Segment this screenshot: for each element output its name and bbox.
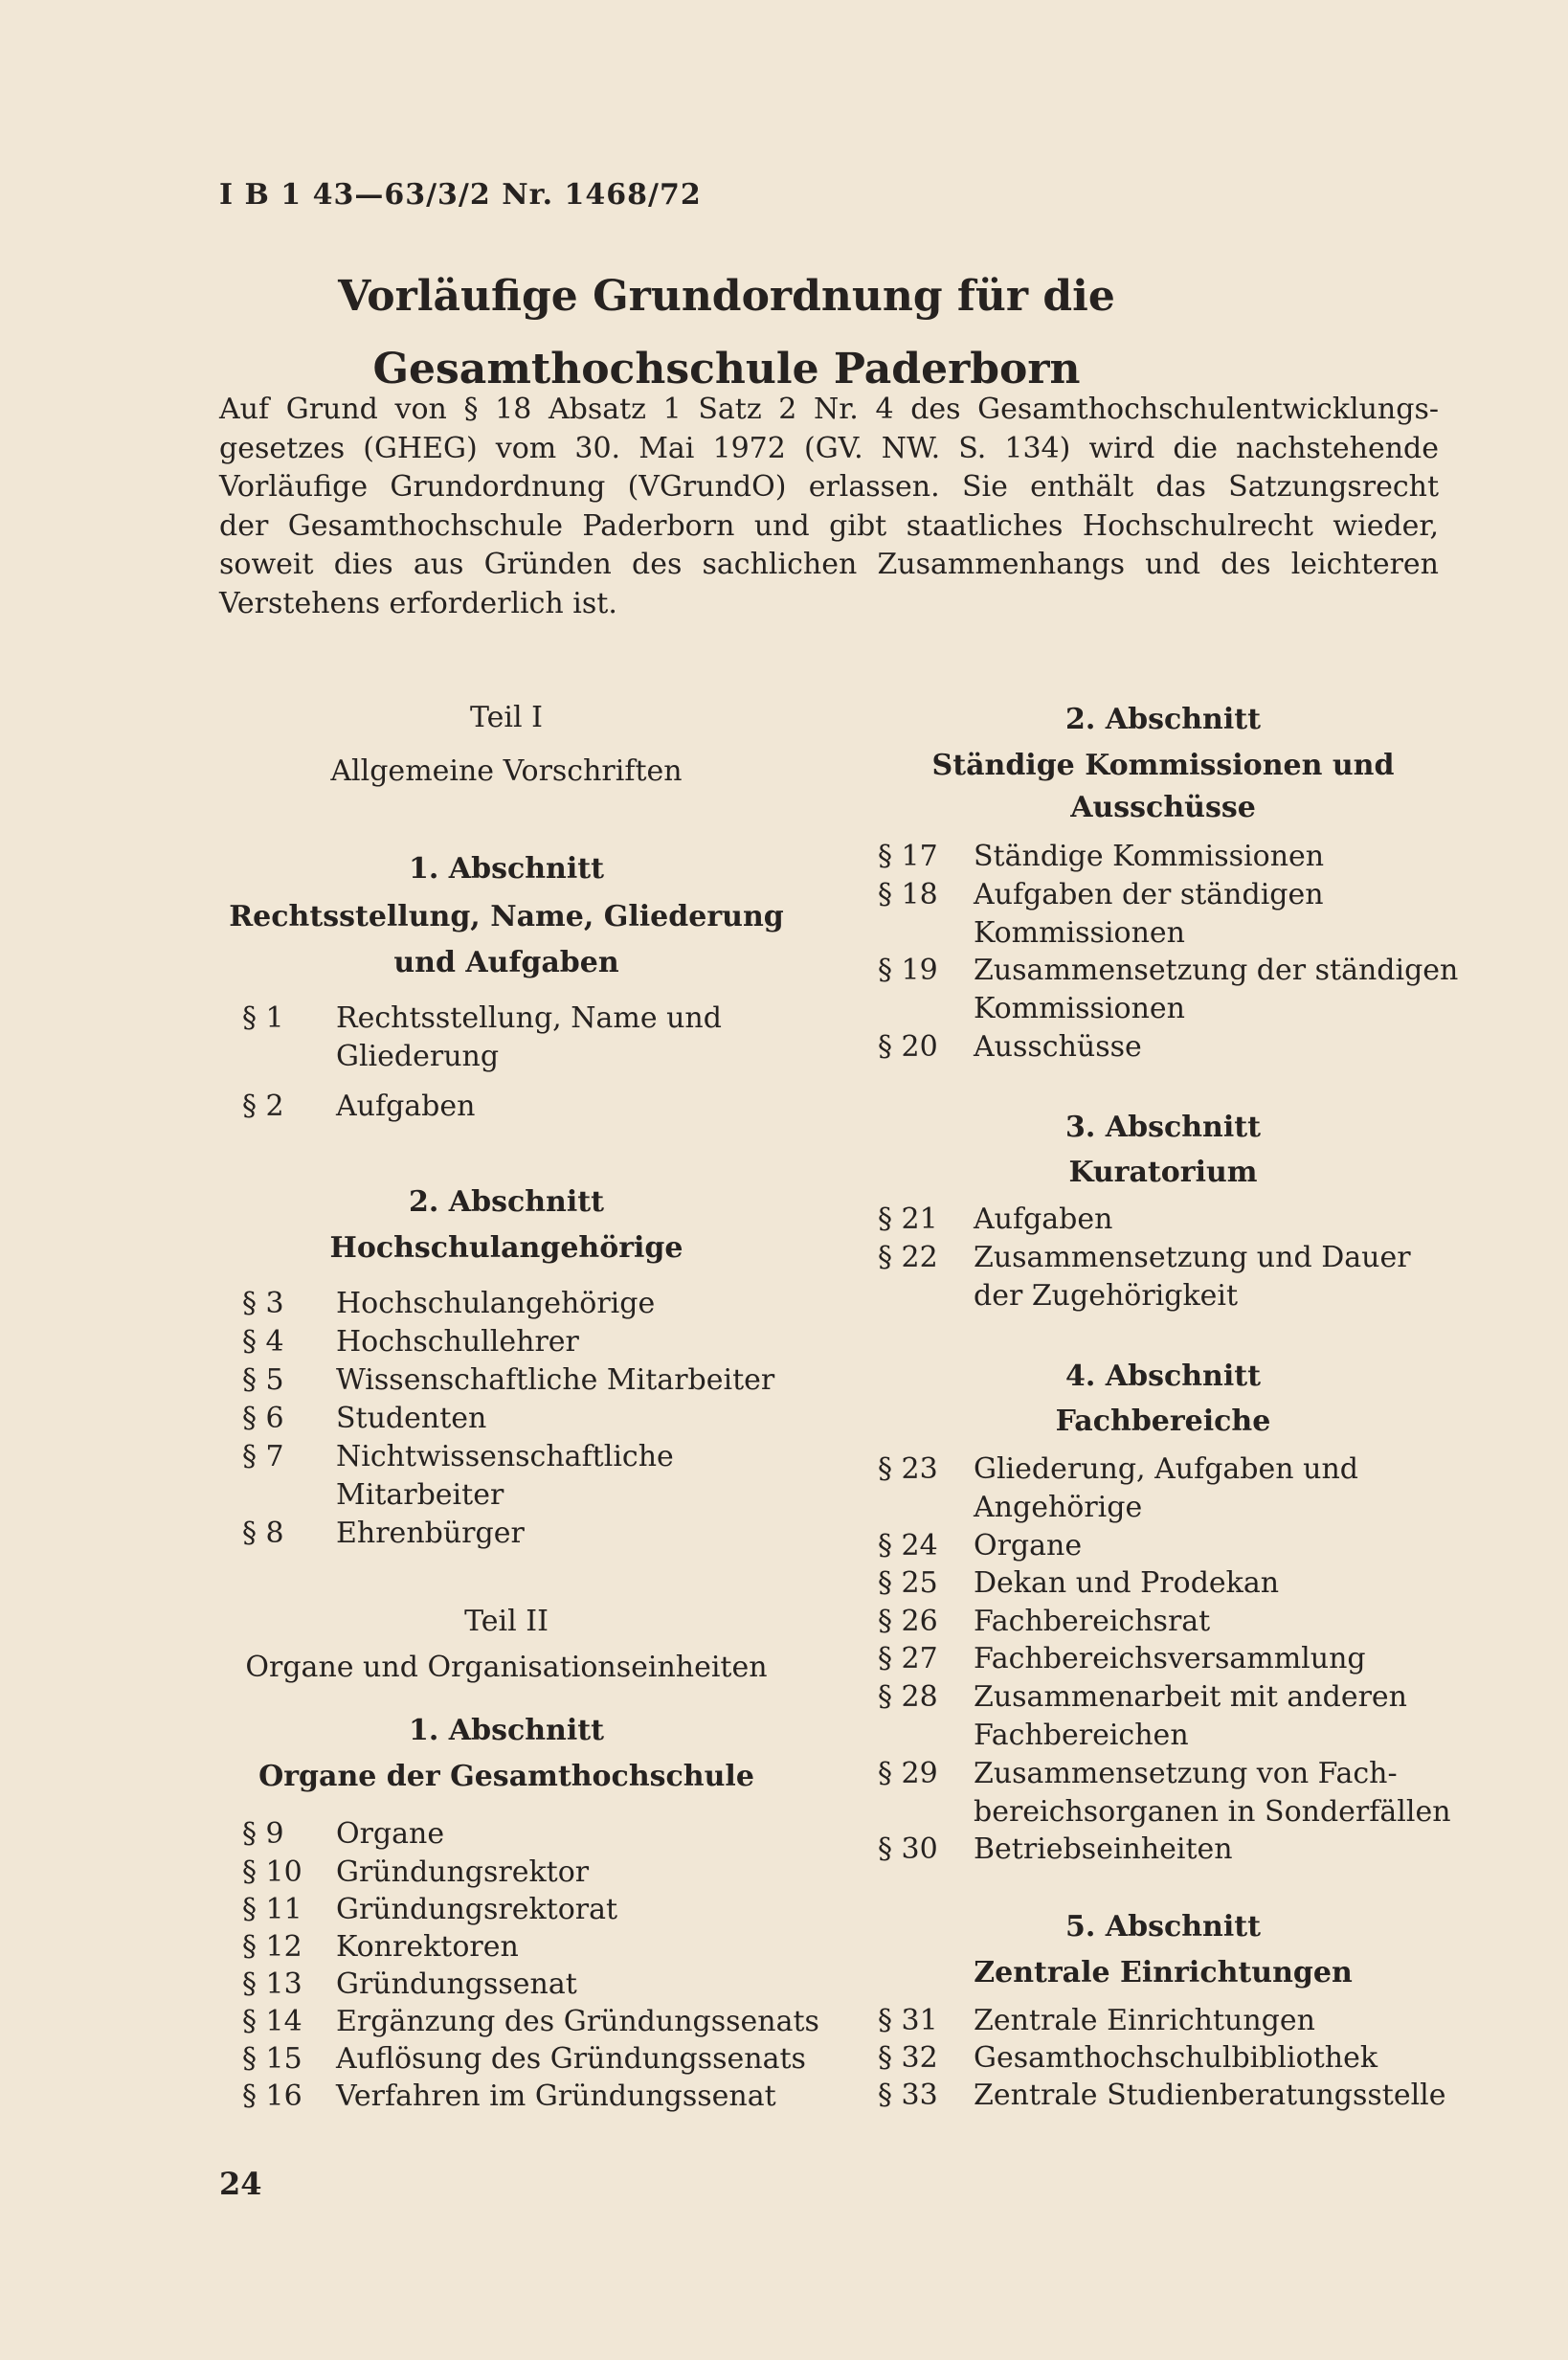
paragraph-number: § 17 bbox=[878, 840, 938, 873]
paragraph-number: § 21 bbox=[878, 1202, 938, 1236]
paragraph-number: § 14 bbox=[242, 2005, 302, 2038]
section-title: Kuratorium bbox=[1068, 1156, 1258, 1189]
entry-label: Konrektoren bbox=[336, 1930, 519, 1964]
paragraph-number: § 25 bbox=[878, 1566, 938, 1600]
reference-number: I B 1 43—63/3/2 Nr. 1468/72 bbox=[219, 178, 702, 212]
paragraph-number: § 15 bbox=[242, 2042, 302, 2076]
entry-label-cont: der Zugehörigkeit bbox=[974, 1279, 1239, 1313]
entry-label: Gliederung, Aufgaben und bbox=[974, 1452, 1358, 1486]
intro-line: Auf Grund von § 18 Absatz 1 Satz 2 Nr. 4 des Gesamthochschulentwicklungs- bbox=[219, 393, 1439, 426]
entry-label: Gesamthochschulbibliothek bbox=[974, 2041, 1378, 2075]
paragraph-number: § 30 bbox=[878, 1832, 938, 1866]
paragraph-number: § 16 bbox=[242, 2079, 302, 2113]
paragraph-number: § 12 bbox=[242, 1930, 302, 1964]
intro-paragraph bbox=[219, 391, 1439, 623]
entry-label: Ehrenbürger bbox=[336, 1517, 525, 1550]
section-title: Ausschüsse bbox=[1070, 791, 1256, 824]
section-title: Ständige Kommissionen und bbox=[931, 749, 1395, 782]
entry-label: Wissenschaftliche Mitarbeiter bbox=[336, 1363, 775, 1397]
paragraph-number: § 33 bbox=[878, 2079, 938, 2112]
paragraph-number: § 7 bbox=[242, 1440, 284, 1473]
paragraph-number: § 22 bbox=[878, 1241, 938, 1274]
section-title: Zentrale Einrichtungen bbox=[974, 1956, 1353, 1989]
entry-label: Ergänzung des Gründungssenats bbox=[336, 2005, 819, 2038]
paragraph-number: § 2 bbox=[242, 1090, 284, 1123]
entry-label: Fachbereichsversammlung bbox=[974, 1642, 1366, 1675]
section-heading: 4. Abschnitt bbox=[1065, 1360, 1261, 1393]
section-heading: 5. Abschnitt bbox=[1065, 1910, 1261, 1944]
entry-label: Fachbereichsrat bbox=[974, 1605, 1211, 1638]
section-title: Rechtsstellung, Name, Gliederung bbox=[229, 900, 784, 933]
document-title bbox=[219, 257, 1234, 410]
entry-label-cont: Kommissionen bbox=[974, 916, 1186, 950]
entry-label-cont: bereichsorganen in Sonderfällen bbox=[974, 1795, 1451, 1829]
paragraph-number: § 31 bbox=[878, 2004, 938, 2037]
entry-label: Ausschüsse bbox=[974, 1030, 1142, 1064]
section-heading: 2. Abschnitt bbox=[409, 1185, 604, 1219]
section-title: Fachbereiche bbox=[1055, 1405, 1271, 1438]
paragraph-number: § 8 bbox=[242, 1517, 284, 1550]
entry-label-cont: Kommissionen bbox=[974, 992, 1186, 1025]
section-title: Organe der Gesamthochschule bbox=[258, 1760, 754, 1793]
intro-line: soweit dies aus Gründen des sachlichen Zusammenhangs und des leichteren bbox=[219, 548, 1439, 581]
paragraph-number: § 29 bbox=[878, 1757, 938, 1790]
paragraph-number: § 24 bbox=[878, 1529, 938, 1562]
part-title: Allgemeine Vorschriften bbox=[330, 754, 683, 788]
entry-label: Nichtwissenschaftliche bbox=[336, 1440, 674, 1473]
entry-label: Aufgaben der ständigen bbox=[974, 878, 1324, 911]
entry-label: Hochschulangehörige bbox=[336, 1287, 656, 1320]
entry-label: Verfahren im Gründungssenat bbox=[336, 2079, 776, 2113]
paragraph-number: § 20 bbox=[878, 1030, 938, 1064]
paragraph-number: § 1 bbox=[242, 1001, 284, 1035]
section-heading: 2. Abschnitt bbox=[1065, 703, 1261, 736]
paragraph-number: § 5 bbox=[242, 1363, 284, 1397]
entry-label: Rechtsstellung, Name und bbox=[336, 1001, 722, 1035]
paragraph-number: § 28 bbox=[878, 1680, 938, 1714]
section-title: Hochschulangehörige bbox=[329, 1231, 683, 1265]
entry-label: Zusammensetzung von Fach- bbox=[974, 1757, 1398, 1790]
paragraph-number: § 13 bbox=[242, 1967, 302, 2001]
entry-label: Hochschullehrer bbox=[336, 1325, 579, 1359]
page-number: 24 bbox=[219, 2166, 262, 2202]
entry-label: Zentrale Studienberatungsstelle bbox=[974, 2079, 1446, 2112]
section-title: und Aufgaben bbox=[393, 946, 619, 979]
entry-label: Ständige Kommissionen bbox=[974, 840, 1325, 873]
entry-label-cont: Mitarbeiter bbox=[336, 1478, 504, 1512]
paragraph-number: § 6 bbox=[242, 1402, 284, 1435]
paragraph-number: § 32 bbox=[878, 2041, 938, 2075]
paragraph-number: § 26 bbox=[878, 1605, 938, 1638]
paragraph-number: § 18 bbox=[878, 878, 938, 911]
part-heading: Teil I bbox=[469, 701, 543, 734]
section-heading: 1. Abschnitt bbox=[409, 1714, 604, 1747]
paragraph-number: § 11 bbox=[242, 1893, 302, 1926]
paragraph-number: § 23 bbox=[878, 1452, 938, 1486]
intro-line: der Gesamthochschule Paderborn und gibt staatliches Hochschulrecht wieder, bbox=[219, 508, 1439, 543]
entry-label: Auflösung des Gründungssenats bbox=[336, 2042, 806, 2076]
section-heading: 1. Abschnitt bbox=[409, 852, 604, 886]
entry-label: Aufgaben bbox=[974, 1202, 1113, 1236]
entry-label: Betriebseinheiten bbox=[974, 1832, 1233, 1866]
paragraph-number: § 19 bbox=[878, 954, 938, 987]
paragraph-number: § 10 bbox=[242, 1855, 302, 1889]
entry-label-cont: Gliederung bbox=[336, 1040, 500, 1073]
paragraph-number: § 3 bbox=[242, 1287, 284, 1320]
entry-label: Gründungsrektorat bbox=[336, 1893, 618, 1926]
paragraph-number: § 27 bbox=[878, 1642, 938, 1675]
part-title: Organe und Organisationseinheiten bbox=[245, 1651, 768, 1684]
intro-line: Verstehens erforderlich ist. bbox=[219, 586, 617, 620]
entry-label: Zusammensetzung und Dauer bbox=[974, 1241, 1411, 1274]
intro-line: Vorläufige Grundordnung (VGrundO) erlassen. Sie enthält das Satzungsrecht bbox=[219, 470, 1439, 504]
part-heading: Teil II bbox=[464, 1605, 549, 1638]
section-heading: 3. Abschnitt bbox=[1065, 1111, 1261, 1144]
entry-label: Zusammenarbeit mit anderen bbox=[974, 1680, 1408, 1714]
entry-label: Gründungsrektor bbox=[336, 1855, 590, 1889]
paragraph-number: § 9 bbox=[242, 1817, 284, 1851]
title-line-1: Vorläufige Grundordnung für die bbox=[338, 272, 1115, 321]
entry-label: Organe bbox=[336, 1817, 445, 1851]
title-line-2: Gesamthochschule Paderborn bbox=[372, 345, 1081, 393]
entry-label-cont: Fachbereichen bbox=[974, 1719, 1189, 1752]
entry-label: Gründungssenat bbox=[336, 1967, 577, 2001]
entry-label-cont: Angehörige bbox=[974, 1491, 1143, 1524]
entry-label: Dekan und Prodekan bbox=[974, 1566, 1280, 1600]
entry-label: Zusammensetzung der ständigen bbox=[974, 954, 1459, 987]
entry-label: Aufgaben bbox=[336, 1090, 476, 1123]
intro-line: gesetzes (GHEG) vom 30. Mai 1972 (GV. NW. S. 134) wird die nachstehende bbox=[219, 431, 1439, 465]
entry-label: Zentrale Einrichtungen bbox=[974, 2004, 1315, 2037]
paragraph-number: § 4 bbox=[242, 1325, 284, 1359]
entry-label: Organe bbox=[974, 1529, 1083, 1562]
entry-label: Studenten bbox=[336, 1402, 487, 1435]
